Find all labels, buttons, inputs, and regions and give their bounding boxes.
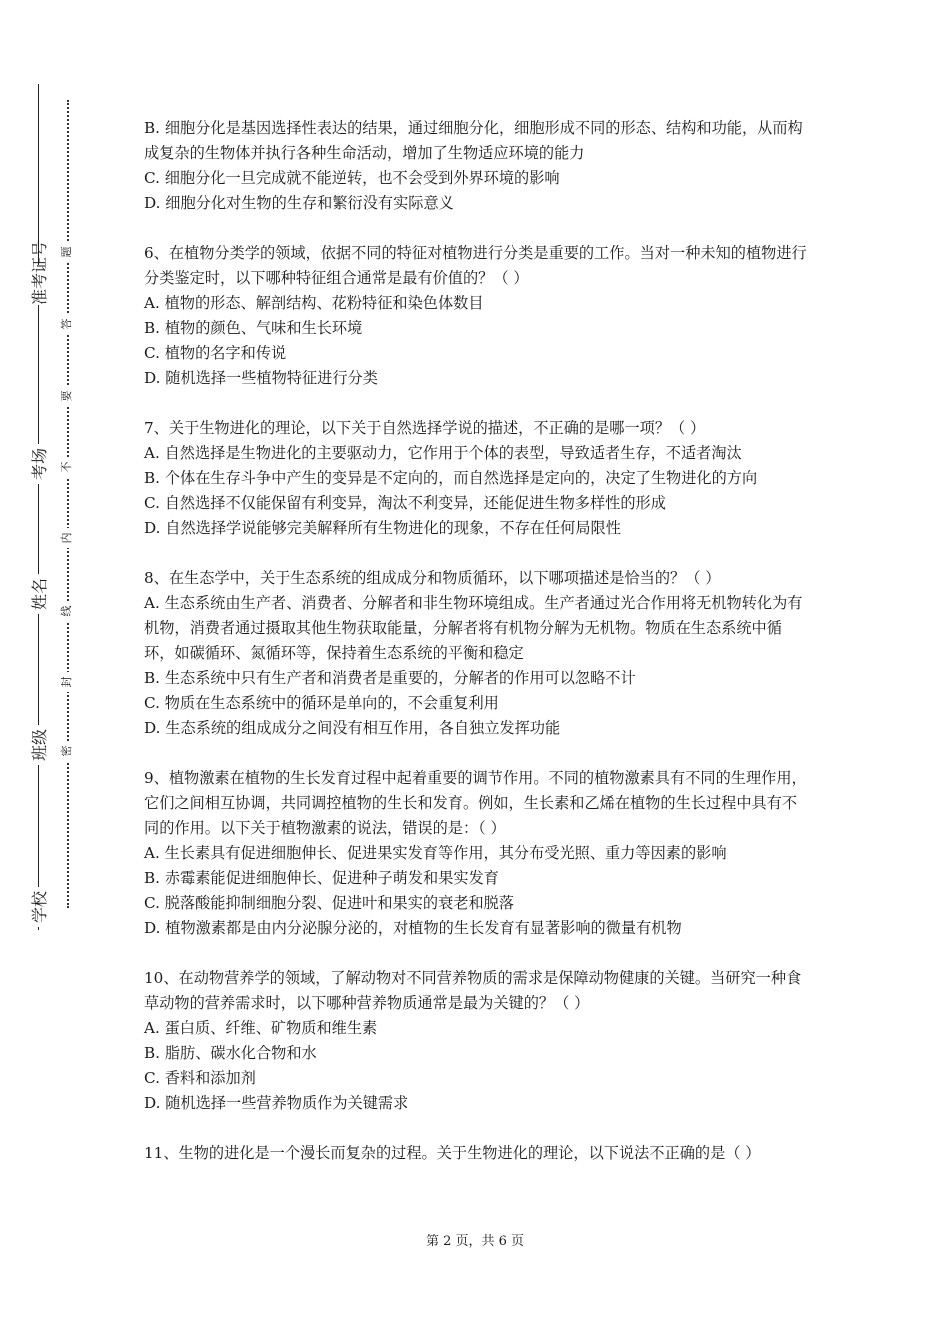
field-name-label: 姓名 [31,574,49,614]
option-8c: C. 物质在生态系统中的循环是单向的，不会重复利用 [144,694,499,712]
seal-char-mi: 密 [61,741,73,761]
option-5b: B. 细胞分化是基因选择性表达的结果，通过细胞分化，细胞形成不同的形态、结构和功能，从而构成复杂的生物体并执行各种生命活动，增加了生物适应环境的能力 [144,119,803,162]
field-school-label: 学校 [31,887,49,927]
binding-margin [0,0,120,1344]
question-9-stem: 9、植物激素在植物的生长发育过程中起着重要的调节作用。不同的植物激素具有不同的生理作用，它们之间相互协调，共同调控植物的生长和发育。例如，生长素和乙烯在植物的生长过程中具有不同的作用。以下关于植物激素的说法，错误的是：（ ） [144,769,807,837]
option-5d: D. 细胞分化对生物的生存和繁衍没有实际意义 [144,194,454,212]
option-10d: D. 随机选择一些营养物质作为关键需求 [144,1094,409,1112]
option-6c: C. 植物的名字和传说 [144,344,287,362]
question-6 [144,241,812,391]
option-6b: B. 植物的颜色、气味和生长环境 [144,319,363,337]
option-7d: D. 自然选择学说能够完美解释所有生物进化的现象，不存在任何局限性 [144,519,621,537]
field-exam-number-label: 准考证号 [30,240,49,305]
question-6-stem: 6、在植物分类学的领域，依据不同的特征对植物进行分类是重要的工作。当对一种未知的植物进行分类鉴定时，以下哪种特征组合通常是最有价值的？（ ） [144,244,807,287]
option-9a: A. 生长素具有促进细胞伸长、促进果实发育等作用，其分布受光照、重力等因素的影响 [144,844,727,862]
question-8-stem: 8、在生态学中，关于生态系统的组成成分和物质循环，以下哪项描述是恰当的？（ ） [144,569,721,587]
option-7c: C. 自然选择不仅能保留有利变异，淘汰不利变异，还能促进生物多样性的形成 [144,494,666,512]
option-6d: D. 随机选择一些植物特征进行分类 [144,369,378,387]
question-8 [144,566,812,741]
option-5c: C. 细胞分化一旦完成就不能逆转，也不会受到外界环境的影响 [144,169,560,187]
option-9d: D. 植物激素都是由内分泌腺分泌的，对植物的生长发育有显著影响的微量有机物 [144,919,682,937]
option-9c: C. 脱落酸能抑制细胞分裂、促进叶和果实的衰老和脱落 [144,894,515,912]
binding-dotted-line [67,100,69,908]
field-class-label: 班级 [31,725,49,765]
seal-char-yao: 要 [61,386,73,406]
question-9 [144,766,812,941]
option-8d: D. 生态系统的组成成分之间没有相互作用，各自独立发挥功能 [144,719,561,737]
option-9b: B. 赤霉素能促进细胞伸长、促进种子萌发和果实发育 [144,869,499,887]
question-5-continued [144,116,812,216]
seal-char-xian: 线 [61,601,73,621]
option-10c: C. 香料和添加剂 [144,1069,256,1087]
seal-char-nei: 内 [61,528,73,548]
option-10a: A. 蛋白质、纤维、矿物质和维生素 [144,1019,378,1037]
page-footer: 第 2 页，共 6 页 [425,1234,525,1249]
option-10b: B. 脂肪、碳水化合物和水 [144,1044,317,1062]
question-7-stem: 7、关于生物进化的理论，以下关于自然选择学说的描述，不正确的是哪一项？（ ） [144,419,706,437]
seal-char-feng: 封 [61,672,73,692]
option-8b: B. 生态系统中只有生产者和消费者是重要的，分解者的作用可以忽略不计 [144,669,636,687]
seal-char-bu: 不 [61,457,73,477]
field-exam-room-label: 考场 [31,444,49,484]
question-content [144,116,812,1191]
question-10-stem: 10、在动物营养学的领域，了解动物对不同营养物质的需求是保障动物健康的关键。当研究一种食草动物的营养需求时，以下哪种营养物质通常是最为关键的？（ ） [144,969,802,1012]
question-11-stem: 11、生物的进化是一个漫长而复杂的过程。关于生物进化的理论，以下说法不正确的是（ ） [144,1144,761,1162]
question-11 [144,1141,812,1166]
seal-char-ti: 题 [61,242,73,262]
option-7a: A. 自然选择是生物进化的主要驱动力，它作用于个体的表型，导致适者生存，不适者淘汰 [144,444,742,462]
question-7 [144,416,812,541]
option-7b: B. 个体在生存斗争中产生的变异是不定向的，而自然选择是定向的，决定了生物进化的方向 [144,469,758,487]
option-6a: A. 植物的形态、解剖结构、花粉特征和染色体数目 [144,294,484,312]
question-10 [144,966,812,1116]
seal-char-da: 答 [61,314,73,334]
binding-solid-line [38,84,39,930]
option-8a: A. 生态系统由生产者、消费者、分解者和非生物环境组成。生产者通过光合作用将无机物转化为有机物，消费者通过摄取其他生物获取能量，分解者将有机物分解为无机物。物质在生态系统中循环，如碳循环、氮循环等，保持着生态系统的平衡和稳定 [144,594,803,662]
